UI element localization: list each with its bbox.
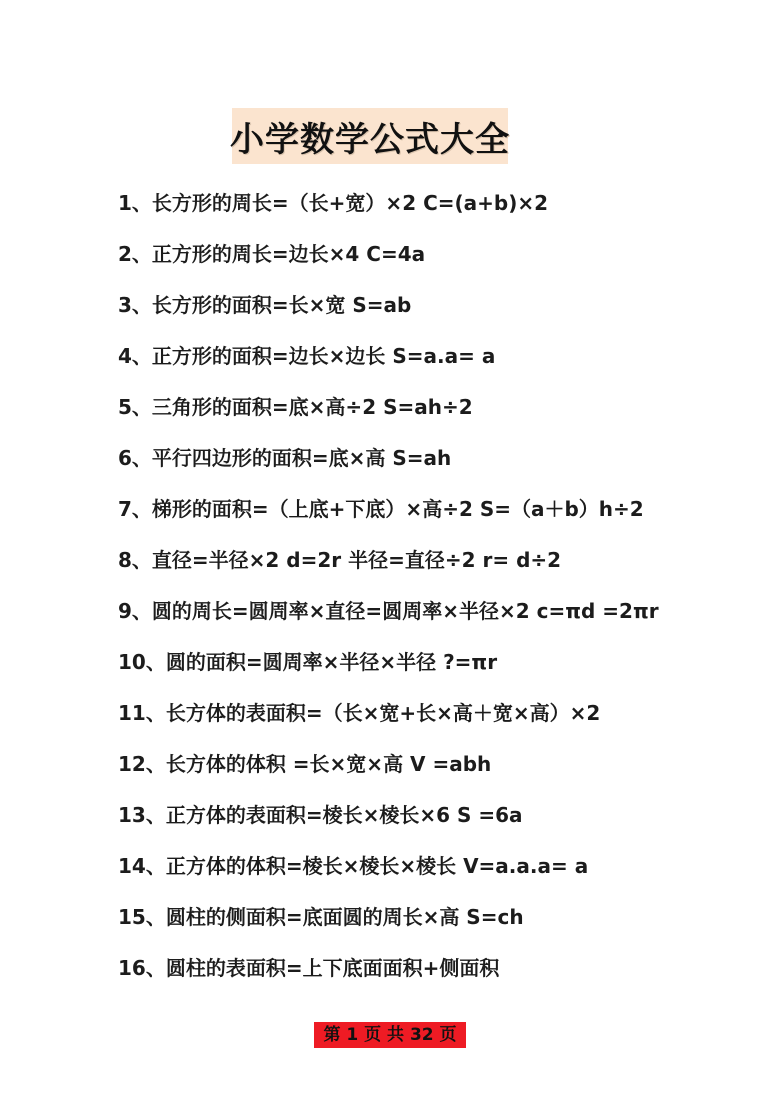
- page-number-footer: 第 1 页 共 32 页: [314, 1022, 466, 1048]
- formula-item: 16、圆柱的表面积=上下底面面积+侧面积: [118, 956, 500, 980]
- formula-item: 12、长方体的体积 =长×宽×高 V =abh: [118, 752, 492, 776]
- formula-item: 13、正方体的表面积=棱长×棱长×6 S =6a: [118, 803, 523, 827]
- page-title: 小学数学公式大全: [230, 119, 510, 160]
- formula-item: 11、长方体的表面积=（长×宽+长×高＋宽×高）×2: [118, 701, 601, 725]
- formula-item: 2、正方形的周长=边长×4 C=4a: [118, 242, 426, 266]
- formula-item: 1、长方形的周长=（长+宽）×2 C=(a+b)×2: [118, 191, 549, 215]
- title-banner: [232, 108, 508, 164]
- formula-item: 8、直径=半径×2 d=2r 半径=直径÷2 r= d÷2: [118, 548, 562, 572]
- formula-item: 15、圆柱的侧面积=底面圆的周长×高 S=ch: [118, 905, 524, 929]
- formula-item: 7、梯形的面积=（上底+下底）×高÷2 S=（a＋b）h÷2: [118, 497, 644, 521]
- formula-item: 14、正方体的体积=棱长×棱长×棱长 V=a.a.a= a: [118, 854, 589, 878]
- formula-item: 3、长方形的面积=长×宽 S=ab: [118, 293, 412, 317]
- formula-list: [118, 182, 758, 998]
- formula-item: 10、圆的面积=圆周率×半径×半径 ?=πr: [118, 650, 498, 674]
- formula-item: 4、正方形的面积=边长×边长 S=a.a= a: [118, 344, 496, 368]
- formula-item: 5、三角形的面积=底×高÷2 S=ah÷2: [118, 395, 473, 419]
- formula-item: 9、圆的周长=圆周率×直径=圆周率×半径×2 c=πd =2πr: [118, 599, 659, 623]
- formula-item: 6、平行四边形的面积=底×高 S=ah: [118, 446, 452, 470]
